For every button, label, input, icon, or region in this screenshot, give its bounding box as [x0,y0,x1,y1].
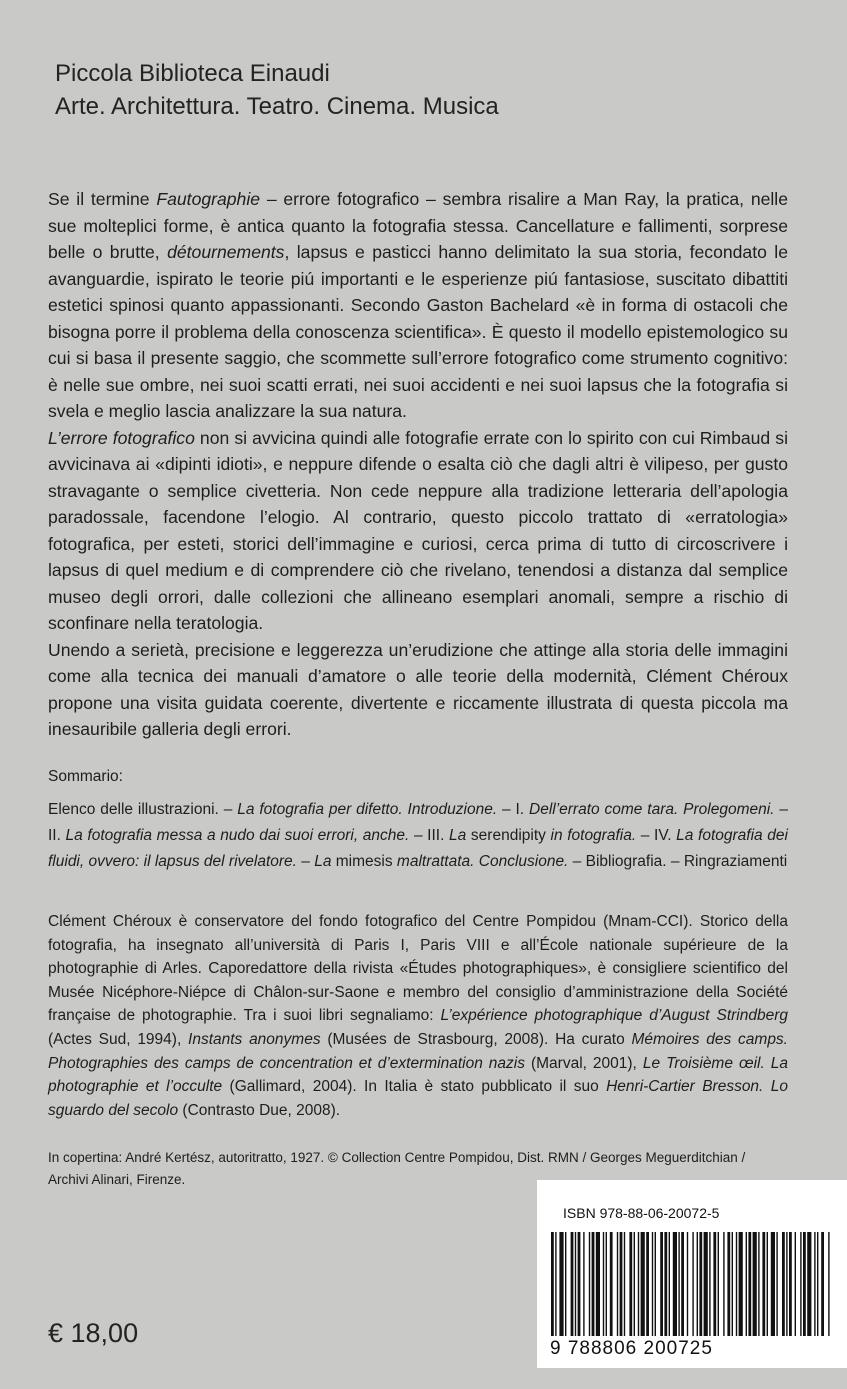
contents-italic: La fotografia messa a nudo dai suoi errori, anche. [65,827,410,844]
bio-italic: Instants anonymes [188,1030,321,1048]
bio-text: (Musées de Strasbourg, 2008). Ha curato [320,1030,632,1048]
bio-italic: Henri-Cartier Bresson. Lo sguardo del secolo [48,1078,788,1119]
bio-text: (Gallimard, 2004). In Italia è stato pubblicato il suo [222,1078,607,1096]
contents-text: – Bibliografia. – Ringraziamenti [568,853,788,870]
bio-text: (Marval, 2001), [524,1054,643,1072]
blurb-text: Se il termine [48,189,157,209]
contents-italic: maltrattata. Conclusione. [396,853,569,870]
author-bio [48,910,788,1122]
contents-italic: La fotografia dei fluidi, ovvero: il lapsus del rivelatore. [48,827,788,870]
series-heading [55,57,499,123]
contents-text: mimesis [331,853,397,870]
blurb-text: – errore fotografico – sembra risalire a Man Ray, la pratica, nelle sue molteplici forme, è antica quanto la fotografia stessa. Cancellature e fallimenti, sorprese belle o brutte, [48,189,788,262]
barcode-panel [537,1180,847,1368]
contents-italic: Dell’errato come tara. Prolegomeni. [529,801,775,818]
contents-text: Elenco delle illustrazioni. – [48,801,238,818]
contents-text: – IV. [636,827,677,844]
contents-text: – III. [409,827,450,844]
contents-italic: La fotografia per difetto. Introduzione. [237,801,498,818]
blurb-italic: détournements [167,242,285,262]
barcode-digits: 9 788806 200725 [550,1338,713,1359]
table-of-contents [48,797,788,875]
barcode-icon [547,1232,837,1336]
blurb-text: non si avvicina quindi alle fotografie errate con lo spirito con cui Rimbaud si avvicinava ai «dipinti idioti», e neppure difende o esalta ciò che dagli altri è vilipeso, per gusto stravagante o semplice civetteria. Non cede neppure alla tradizione letteraria dell’apologia paradossale, facendone l’elogio. Al contrario, questo piccolo trattato di «erratologia» fotografica, per esteti, storici dell’immagine e curiosi, cerca prima di tutto di circoscrivere i lapsus di quel medium e di comprendere ciò che rivelano, tenendosi a distanza dal semplice museo degli orrori, dalle collezioni che allineano esemplari anomali, sempre a rischio di sconfinare nella teratologia. [48,427,788,633]
contents-text: – [296,853,315,870]
bio-text: (Contrasto Due, 2008). [178,1101,341,1119]
blurb [48,186,788,743]
series-subtitle: Arte. Architettura. Teatro. Cinema. Musica [55,93,499,120]
blurb-italic: L’errore fotografico [48,427,195,448]
blurb-paragraph-3: Unendo a serietà, precisione e leggerezza un’erudizione che attinge alla storia delle immagini come alla tecnica dei manuali d’amatore o alle teorie della modernità, Clément Chéroux propone una visita guidata coerente, divertente e riccamente illustrata di questa piccola ma inesauribile galleria degli errori. [48,639,788,739]
bio-italic: Mémoires des camps. Photographies des camps de concentration et d’extermination nazis [48,1030,788,1072]
bio-italic: Le Troisième œil. La photographie et l’occulte [48,1054,788,1096]
contents-italic: La [314,853,332,870]
series-title: Piccola Biblioteca Einaudi [55,60,330,87]
contents-text: serendipity [466,827,551,844]
blurb-paragraph-2 [48,425,788,637]
contents-text: – II. [48,801,788,844]
cover-credits: In copertina: André Kertész, autoritratto, 1927. © Collection Centre Pompidou, Dist. RMN / Georges Meguerditchian / Archivi Alinari, Firenze. [48,1150,746,1187]
contents-italic: La [449,827,467,844]
contents-label: Sommario: [48,768,123,785]
blurb-italic: Fautographie [156,189,261,209]
blurb-paragraph-1 [48,186,788,425]
price: € 18,00 [48,1318,139,1348]
bio-text: (Actes Sud, 1994), [48,1030,189,1048]
contents-text: – I. [497,801,529,818]
contents-italic: in fotografia. [550,827,637,844]
bio-text: Clément Chéroux è conservatore del fondo fotografico del Centre Pompidou (Mnam-CCI). Storico della fotografia, ha insegnato all’università di Paris I, Paris VIII e all’École nationale supérieure de la photographie di Arles. Caporedattore della rivista «Études photographiques», è consigliere scientifico del Musée Nicéphore-Niépce di Châlon-sur-Saone e membro del consiglio d’amministrazione della Société française de photographie. Tra i suoi libri segnaliamo: [48,913,788,1025]
blurb-text: , lapsus e pasticci hanno delimitato la sua storia, fecondato le avanguardie, ispirato le teorie piú importanti e le esperienze piú fantasiose, suscitato dibattiti estetici spinosi quanto appassionanti. Secondo Gaston Bachelard «è in forma di ostacoli che bisogna porre il problema della conoscenza scientifica». È questo il modello epistemologico su cui si basa il presente saggio, che scommette sull’errore fotografico come strumento cognitivo: è nelle sue ombre, nei suoi scatti errati, nei suoi accidenti e nei suoi lapsus che la fotografia si svela e meglio lascia analizzare la sua natura. [48,242,789,421]
isbn-label: ISBN 978-88-06-20072-5 [563,1205,720,1221]
bio-italic: L’expérience photographique d’August Strindberg [440,1007,788,1025]
